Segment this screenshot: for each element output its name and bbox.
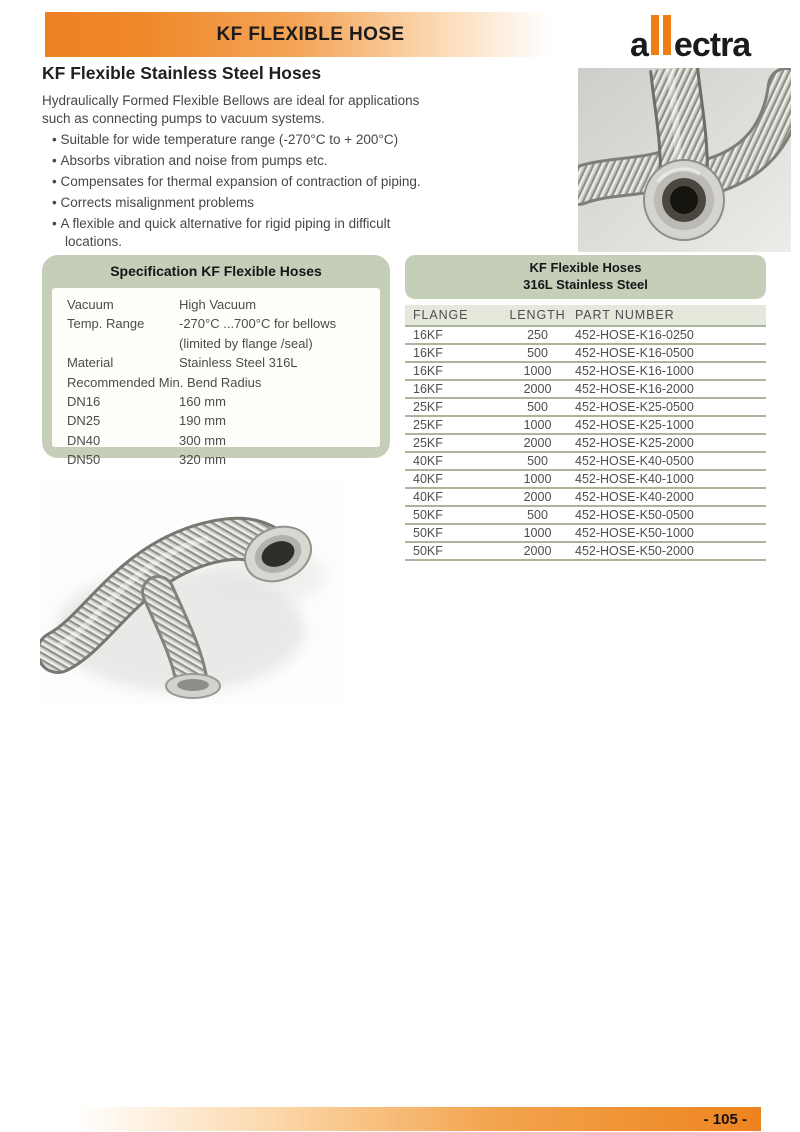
table-cell: 452-HOSE-K25-2000 (570, 434, 766, 452)
table-cell: 16KF (405, 344, 505, 362)
spec-box-title: Specification KF Flexible Hoses (110, 263, 322, 279)
table-cell: 1000 (505, 416, 570, 434)
table-cell: 452-HOSE-K25-0500 (570, 398, 766, 416)
feature-item: • Compensates for thermal expansion of contraction of piping. (52, 173, 438, 191)
table-cell: 40KF (405, 488, 505, 506)
feature-item: • Suitable for wide temperature range (-270°C to + 200°C) (52, 131, 438, 149)
table-cell: 2000 (505, 434, 570, 452)
table-cell: 50KF (405, 524, 505, 542)
table-cell: 16KF (405, 362, 505, 380)
footer-bar (0, 1107, 761, 1131)
table-cell: 50KF (405, 542, 505, 560)
table-cell: 16KF (405, 380, 505, 398)
logo-letters-ectra: ectra (673, 26, 751, 65)
table-cell: 2000 (505, 488, 570, 506)
table-row (405, 524, 766, 542)
spec-value: High Vacuum (179, 297, 257, 312)
table-row (405, 470, 766, 488)
table-cell: 452-HOSE-K16-1000 (570, 362, 766, 380)
spec-value: (limited by flange /seal) (179, 335, 313, 351)
spec-label: Material (67, 355, 114, 371)
table-cell: 250 (505, 326, 570, 344)
table-cell: 1000 (505, 524, 570, 542)
spec-value: 160 mm (179, 394, 226, 410)
table-cell: 452-HOSE-K16-2000 (570, 380, 766, 398)
table-row (405, 542, 766, 560)
table-row (405, 380, 766, 398)
table-cell: 40KF (405, 452, 505, 470)
table-cell: 452-HOSE-K40-0500 (570, 452, 766, 470)
table-cell: 452-HOSE-K25-1000 (570, 416, 766, 434)
hose-photo-top (578, 68, 791, 252)
spec-label: DN16 (67, 394, 101, 410)
page-header-bar (45, 12, 576, 57)
table-row (405, 506, 766, 524)
column-header-part-number: PART NUMBER (570, 305, 766, 326)
spec-label (67, 334, 179, 353)
spec-value: -270°C ...700°C for bellows (179, 316, 337, 332)
table-cell: 452-HOSE-K16-0500 (570, 344, 766, 362)
table-cell: 452-HOSE-K50-2000 (570, 542, 766, 560)
spec-row (67, 314, 376, 333)
table-cell: 500 (505, 506, 570, 524)
table-row (405, 488, 766, 506)
table-cell: 452-HOSE-K40-1000 (570, 470, 766, 488)
logo-bar-icon (651, 15, 659, 55)
spec-label: DN25 (67, 413, 101, 429)
table-row (405, 452, 766, 470)
spec-row (67, 295, 376, 314)
hose-photo-bottom (40, 480, 345, 705)
spec-box (42, 255, 390, 468)
spec-label: DN50 (67, 452, 101, 468)
spec-value: 300 mm (179, 432, 226, 448)
table-cell: 25KF (405, 434, 505, 452)
table-cell: 16KF (405, 326, 505, 344)
table-cell: 2000 (505, 542, 570, 560)
spec-row (67, 392, 376, 411)
spec-label: DN40 (67, 432, 101, 448)
page-title: KF FLEXIBLE HOSE (216, 23, 405, 45)
column-header-length: LENGTH (505, 305, 570, 326)
feature-item: • A flexible and quick alternative for rigid piping in difficult locations. (52, 215, 438, 251)
spec-value: 190 mm (179, 413, 226, 429)
table-cell: 500 (505, 344, 570, 362)
table-cell: 50KF (405, 506, 505, 524)
spec-row (67, 373, 376, 392)
spec-value: Stainless Steel 316L (179, 355, 298, 371)
table-row (405, 326, 766, 344)
hose-table-title-line1: KF Flexible Hoses (529, 260, 642, 276)
logo-letter-a: a (630, 26, 648, 65)
table-cell: 452-HOSE-K50-1000 (570, 524, 766, 542)
table-cell: 25KF (405, 398, 505, 416)
hose-table-header-row (405, 305, 766, 326)
spec-label: Recommended Min. Bend Radius (67, 374, 262, 390)
table-cell: 1000 (505, 470, 570, 488)
page-number: - 105 - (703, 1110, 747, 1128)
feature-item: • Corrects misalignment problems (52, 194, 438, 212)
hose-table (405, 305, 766, 561)
table-cell: 452-HOSE-K50-0500 (570, 506, 766, 524)
intro-lead: Hydraulically Formed Flexible Bellows are ideal for applications such as connecting pumps to vacuum systems. (42, 93, 420, 126)
table-cell: 452-HOSE-K16-0250 (570, 326, 766, 344)
spec-label: Vacuum (67, 297, 114, 312)
table-row (405, 434, 766, 452)
feature-list (52, 131, 438, 251)
hose-table-section (405, 255, 766, 561)
spec-row (67, 353, 376, 372)
logo-bar-icon (663, 15, 671, 55)
table-row (405, 398, 766, 416)
table-cell: 25KF (405, 416, 505, 434)
spec-row (67, 431, 376, 450)
intro-block (42, 92, 438, 251)
table-row (405, 416, 766, 434)
hose-table-title-line2: 316L Stainless Steel (523, 277, 648, 292)
spec-rows (52, 288, 380, 468)
section-heading: KF Flexible Stainless Steel Hoses (42, 63, 322, 83)
spec-row (67, 411, 376, 430)
spec-value: 320 mm (179, 452, 226, 468)
spec-row (67, 334, 376, 353)
table-cell: 40KF (405, 470, 505, 488)
column-header-flange: FLANGE (405, 305, 505, 326)
hose-table-body (405, 326, 766, 560)
table-cell: 500 (505, 452, 570, 470)
spec-label: Temp. Range (67, 316, 145, 332)
hose-table-title (405, 255, 766, 299)
table-row (405, 344, 766, 362)
allectra-logo (630, 13, 751, 65)
table-row (405, 362, 766, 380)
table-cell: 500 (505, 398, 570, 416)
feature-item: • Absorbs vibration and noise from pumps etc. (52, 152, 438, 170)
table-cell: 452-HOSE-K40-2000 (570, 488, 766, 506)
table-cell: 2000 (505, 380, 570, 398)
spec-row (67, 450, 376, 469)
table-cell: 1000 (505, 362, 570, 380)
